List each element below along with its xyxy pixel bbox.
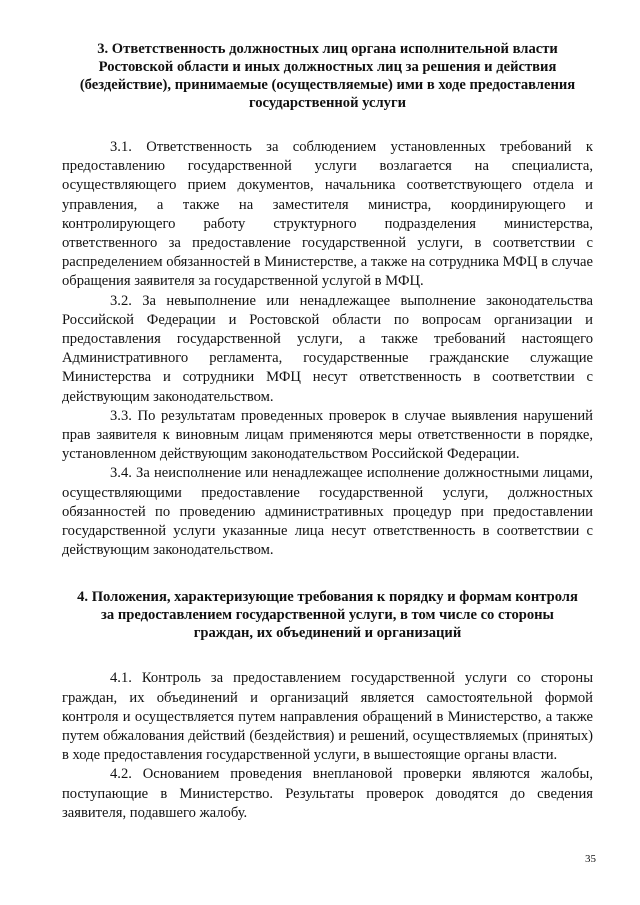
paragraph-4-1: 4.1. Контроль за предоставлением государственной услуги со стороны граждан, их объединений и организаций является самостоятельной формой контроля и осуществляется путем направления обращений в Министерство, а также путем обжалования действий (бездействия) и решений, осуществляемых (принятых) в ходе предоставления государственной услуги, в вышестоящие органы власти. [62,670,593,764]
section-3-body [62,138,593,560]
section-3-heading: 3. Ответственность должностных лиц органа исполнительной власти Ростовской области и иных должностных лиц за решения и действия (бездействие), принимаемые (осуществляемые) ими в ходе предоставления государственной услуги [79,41,576,111]
section-4 [62,588,593,823]
paragraph-3-1: 3.1. Ответственность за соблюдением установленных требований к предоставлению государственной услуги возлагается на специалиста, осуществляющего прием документов, начальника соответствующего отдела и управления, а также на заместителя министра, координирующего и контролирующего работу структурного подразделения министерства, ответственного за предоставление государственной услуги, в соответствии с распределением обязанностей в Министерстве, а также на сотрудника МФЦ в случае обращения заявителя за государственной услугой в МФЦ. [62,139,593,290]
paragraph-3-2: 3.2. За невыполнение или ненадлежащее выполнение законодательства Российской Федерации и Ростовской области по вопросам организации и предоставления государственной услуги, а также требований настоящего Административного регламента, государственные гражданские служащие Министерства и сотрудники МФЦ несут ответственность в соответствии с действующим законодательством. [62,292,593,405]
section-3 [62,40,593,560]
paragraph-3-4: 3.4. За неисполнение или ненадлежащее исполнение должностными лицами, осуществляющими предоставление государственной услуги, должностных обязанностей по проведению административных процедур при предоставлении государственной услуги указанные лица несут ответственность в соответствии с действующим законодательством. [62,465,593,559]
section-4-heading: 4. Положения, характеризующие требования к порядку и формам контроля за предоставлением государственной услуги, в том числе со стороны граждан, их объединений и организаций [77,589,578,642]
paragraph-4-2: 4.2. Основанием проведения внеплановой проверки являются жалобы, поступающие в Министерство. Результаты проверок доводятся до сведения заявителя, подавшего жалобу. [62,766,593,821]
paragraph-3-3: 3.3. По результатам проведенных проверок в случае выявления нарушений прав заявителя к виновным лицам применяются меры ответственности в порядке, установленном действующим законодательством Российской Федерации. [62,407,593,463]
section-4-body [62,669,593,823]
page-number: 35 [585,853,596,865]
